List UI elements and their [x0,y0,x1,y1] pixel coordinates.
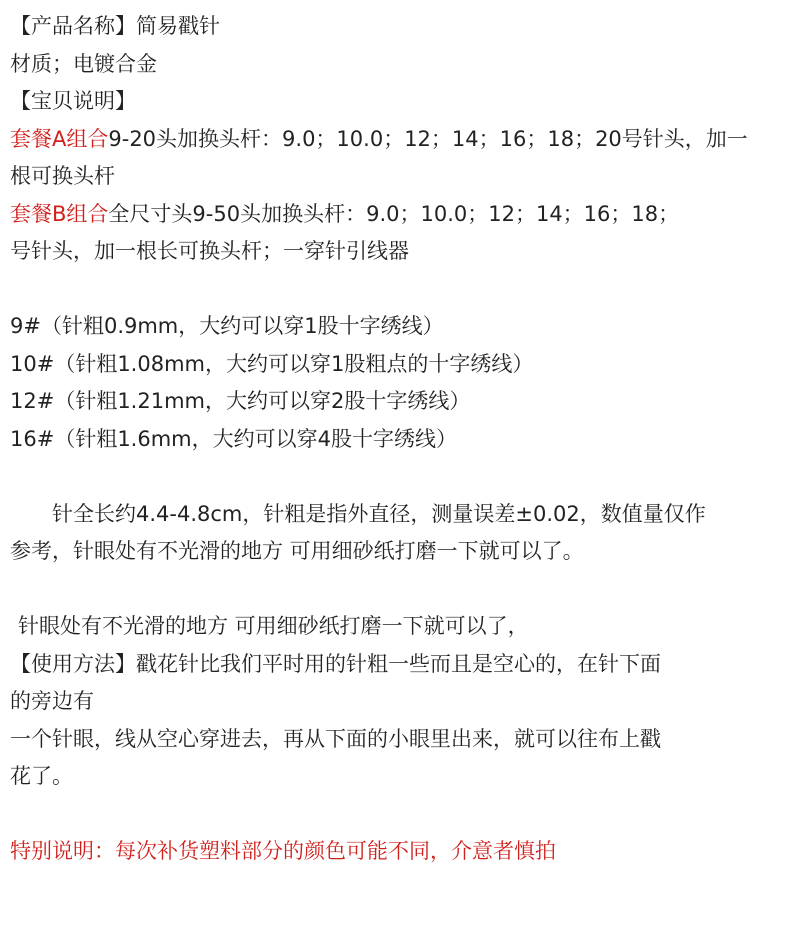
measure-note-line-1: 针全长约4.4-4.8cm，针粗是指外直径，测量误差±0.02，数值量仅作 [52,501,706,526]
set-b-line-2: 号针头，加一根长可换头杆；一穿针引线器 [10,239,409,263]
needle-size-10: 10#（针粗1.08mm，大约可以穿1股粗点的十字绣线） [10,351,534,376]
spacer [10,271,785,309]
usage-line-4: 花了。 [10,764,73,788]
usage-line-1: 【使用方法】戳花针比我们平时用的针粗一些而且是空心的，在针下面 [10,651,661,676]
measure-note-line-2: 参考，针眼处有不光滑的地方 可用细砂纸打磨一下就可以了。 [10,539,584,563]
needle-size-16: 16#（针粗1.6mm，大约可以穿4股十字绣线） [10,426,457,451]
set-b-line-1 [10,196,785,234]
material-line: 材质；电镀合金 [10,51,157,76]
details-header: 【宝贝说明】 [10,89,136,113]
needle-size-9: 9#（针粗0.9mm，大约可以穿1股十字绣线） [10,314,444,338]
set-a-line-1 [10,121,785,159]
set-a-line-2: 根可换头杆 [10,164,115,188]
spacer [10,796,785,834]
special-note: 特别说明：每次补货塑料部分的颜色可能不同，介意者慎拍 [10,839,556,863]
usage-line-2: 的旁边有 [10,689,94,713]
product-name: 【产品名称】简易戳针 [10,14,220,38]
product-description [10,8,785,871]
usage-line-3: 一个针眼，线从空心穿进去，再从下面的小眼里出来，就可以往布上戳 [10,726,661,751]
eye-note: 针眼处有不光滑的地方 可用细砂纸打磨一下就可以了， [18,614,529,638]
spacer [10,571,785,609]
set-b-label: 套餐B组合 [10,201,109,226]
spacer [10,458,785,496]
set-a-text-1: 9-20头加换头杆：9.0；10.0；12；14；16；18；20号针头，加一 [108,126,748,151]
set-b-text-1: 全尺寸头9-50头加换头杆：9.0；10.0；12；14；16；18； [108,201,680,226]
set-a-label: 套餐A组合 [10,126,109,151]
needle-size-12: 12#（针粗1.21mm，大约可以穿2股十字绣线） [10,389,471,413]
